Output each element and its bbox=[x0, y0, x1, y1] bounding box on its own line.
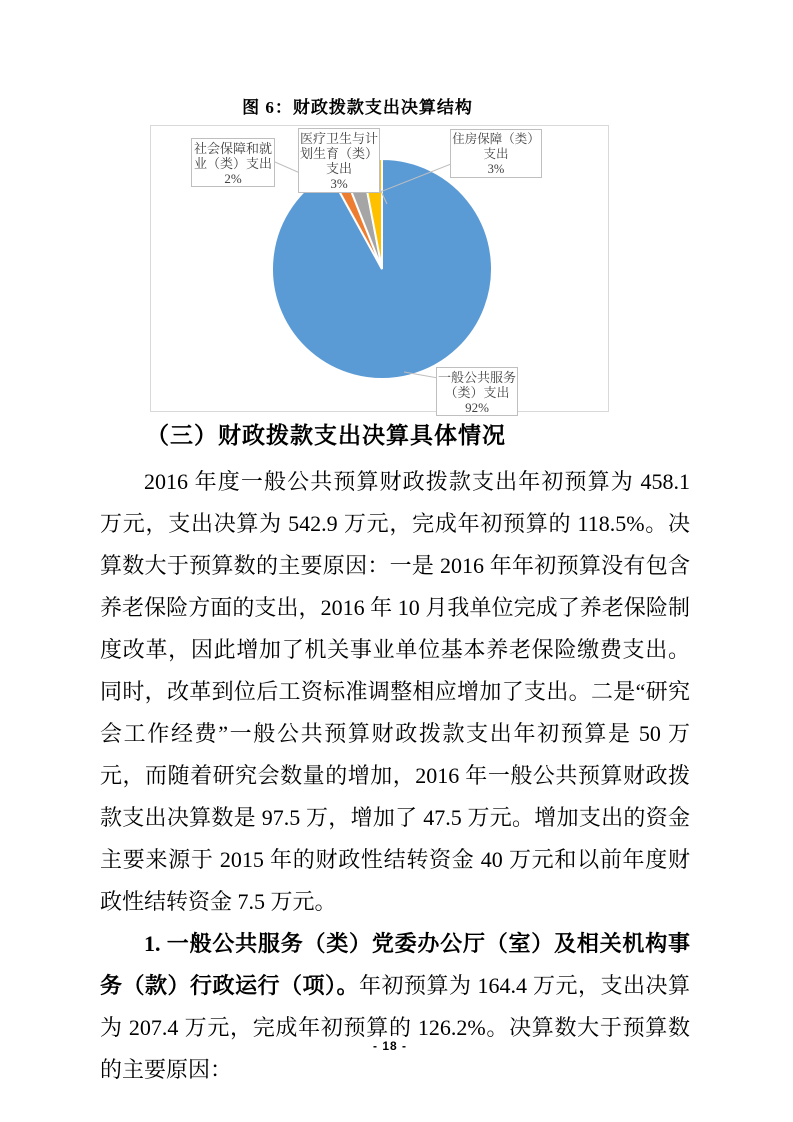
callout-label-line: 2% bbox=[224, 171, 242, 186]
figure-title: 图 6：财政拨款支出决算结构 bbox=[242, 98, 473, 117]
paragraph-2-bold-lead: 1. 一般公共服务（类）党委办公厅（室）及相关机构事务（款）行政运行（项）。 bbox=[100, 931, 690, 998]
body-text bbox=[100, 461, 690, 1091]
callout-label-line: 3% bbox=[330, 176, 348, 191]
callout-label-line: 3% bbox=[487, 162, 505, 176]
callout-label-line: 划生育（类） bbox=[299, 146, 378, 161]
paragraph-2-rest: 年初预算为 164.4 万元，支出决算为 207.4 万元，完成年初预算的 126.2%。决算数大于预算数的主要原因： bbox=[100, 973, 690, 1082]
page-number: - 18 - bbox=[372, 1039, 407, 1053]
callout-label-medical bbox=[298, 128, 380, 193]
paragraph-1: 2016 年度一般公共预算财政拨款支出年初预算为 458.1 万元，支出决算为 542.9 万元，完成年初预算的 118.5%。决算数大于预算数的主要原因：一是 2016 年年初预算没有包含养老保险方面的支出，2016 年 10 月我单位完成了养老保险制度改革，因此增加了机关事业单位基本养老保险缴费支出。同时，改革到位后工资标准调整相应增加了支出。二是“研究会工作经费”一般公共预算财政拨款支出年初预算是 50 万元，而随着研究会数量的增加，2016 年一般公共预算财政拨款支出决算数是 97.5 万，增加了 47.5 万元。增加支出的资金主要来源于 2015 年的财政性结转资金 40 万元和以前年度财政性结转资金 7.5 万元。 bbox=[100, 469, 690, 914]
callout-label-social bbox=[191, 138, 275, 187]
callout-label-line: 92% bbox=[465, 400, 489, 415]
pie-chart-frame bbox=[150, 125, 609, 415]
section-heading: （三）财政拨款支出决算具体情况 bbox=[146, 423, 506, 448]
callout-label-general bbox=[436, 367, 518, 416]
paragraph-2 bbox=[100, 923, 690, 1091]
callout-label-line: 支出 bbox=[483, 147, 509, 161]
callout-label-line: 支出 bbox=[325, 161, 352, 176]
callout-label-housing bbox=[450, 129, 542, 178]
callout-label-line: 医疗卫生与计 bbox=[299, 131, 378, 146]
callout-label-line: （类）支出 bbox=[444, 385, 510, 400]
callout-label-line: 业（类）支出 bbox=[193, 156, 272, 171]
callout-label-line: 一般公共服务 bbox=[437, 370, 516, 385]
callout-label-line: 住房保障（类） bbox=[452, 132, 540, 146]
callout-label-line: 社会保障和就 bbox=[193, 141, 272, 156]
